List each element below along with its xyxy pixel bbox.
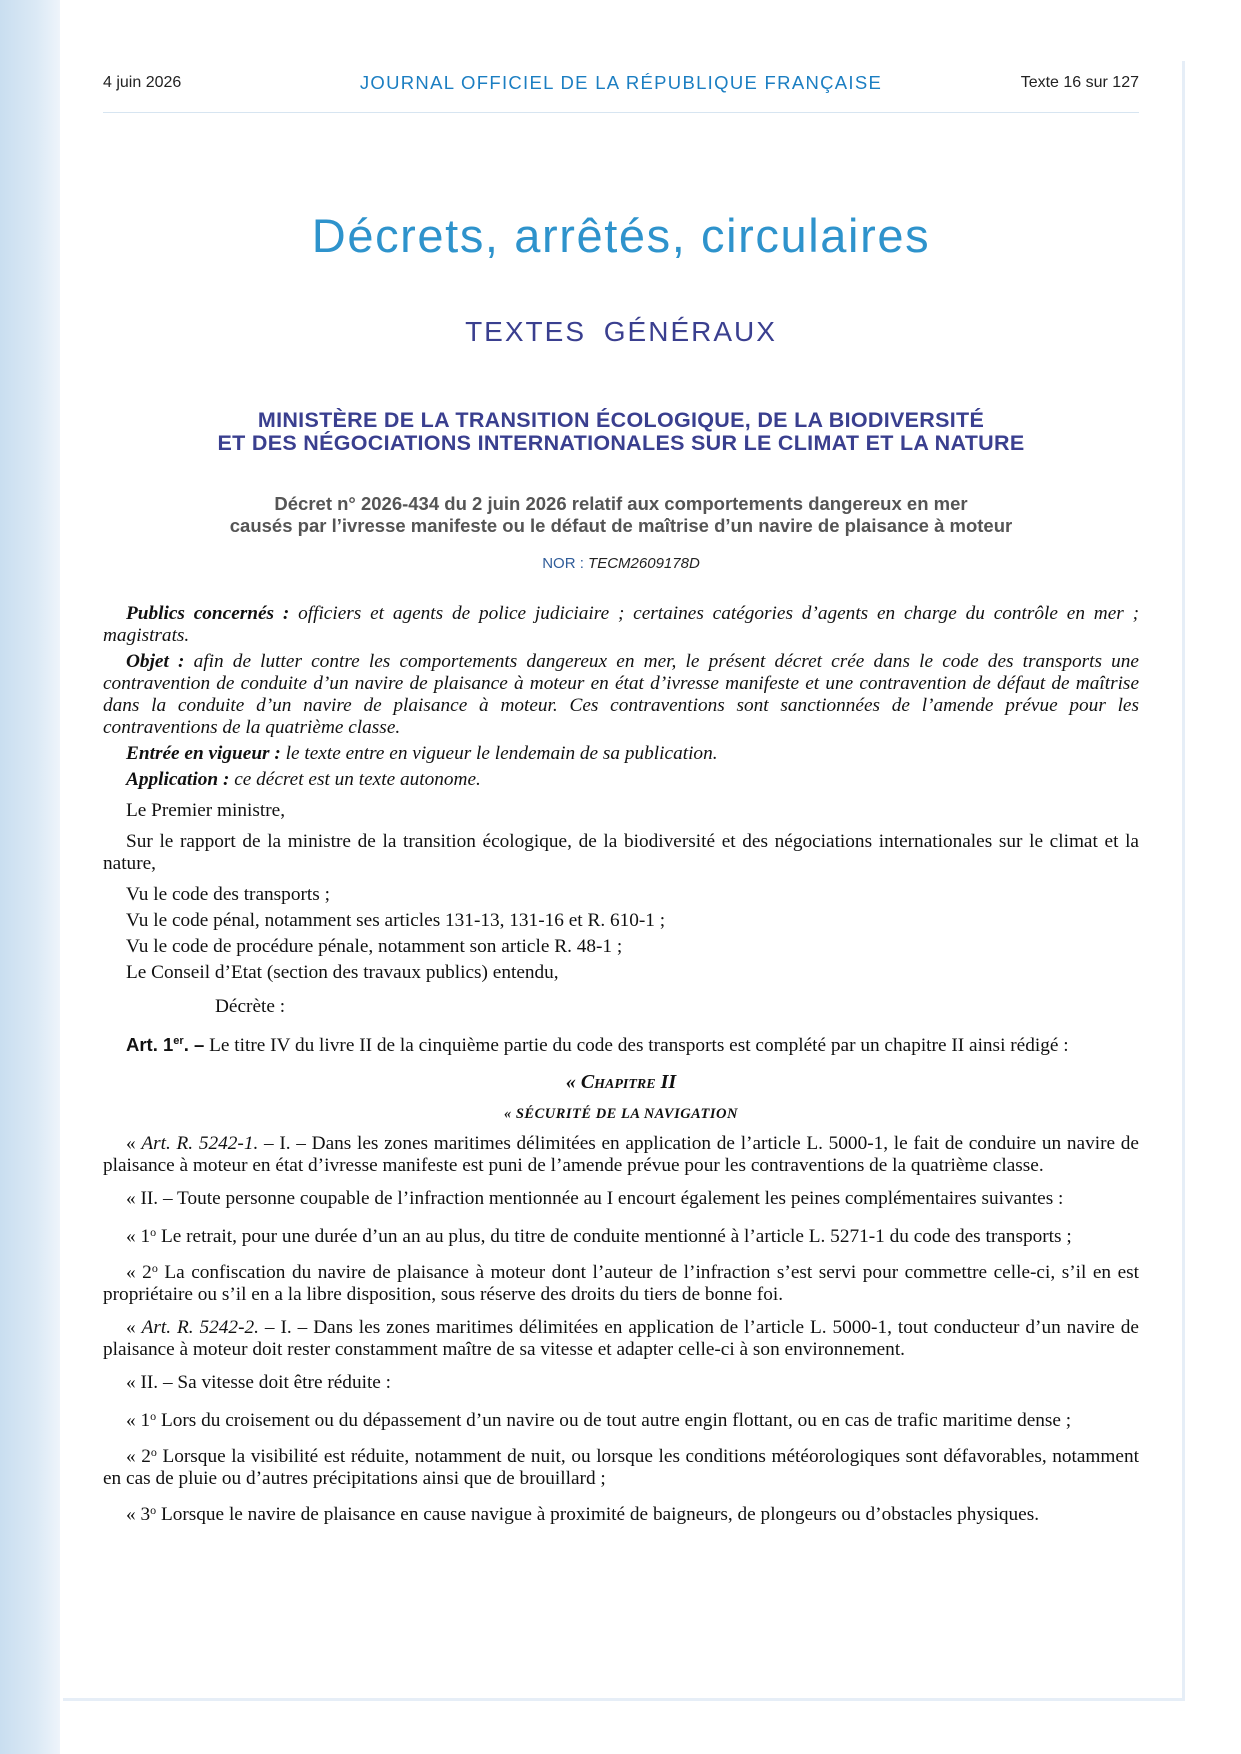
summary-objet bbox=[103, 651, 1139, 739]
preamble-rapport: Sur le rapport de la ministre de la transition écologique, de la biodiversité et des négociations internationales sur le climat et la nature, bbox=[103, 831, 1139, 874]
header-text-number: Texte 16 sur 127 bbox=[1020, 74, 1139, 91]
nor-reference bbox=[60, 555, 1182, 572]
objet-text: afin de lutter contre les comportements dangereux en mer, le présent décret crée dans le code des transports une contravention de conduite d’un navire de plaisance à moteur en état d’ivresse manifeste et une contravention de défaut de maîtrise dans la conduite d’un navire de plaisance à moteur. Ces contraventions sont sanctionnées de l’amende prévue pour les contraventions de la quatrième classe. bbox=[103, 651, 1139, 738]
application-text: ce décret est un texte autonome. bbox=[234, 769, 481, 790]
page-header bbox=[103, 72, 1139, 96]
chapter-heading: « Chapitre II bbox=[565, 1071, 677, 1094]
header-date: 4 juin 2026 bbox=[103, 74, 182, 91]
ministry-heading bbox=[60, 409, 1182, 455]
application-label: Application : bbox=[126, 769, 230, 790]
paragraph-item-1-croisement: « 1$^o$ Lors du croisement ou du dépassement d’un navire ou de tout autre engin flottant, ou en cas de trafic maritime dense ; bbox=[126, 1409, 1072, 1432]
preamble-vu-transports: Vu le code des transports ; bbox=[126, 884, 330, 905]
section-title: Décrets, arrêtés, circulaires bbox=[311, 209, 931, 262]
summary-application bbox=[103, 769, 1139, 791]
preamble-vu-penal: Vu le code pénal, notamment ses articles 131-13, 131-16 et R. 610-1 ; bbox=[126, 910, 666, 931]
paragraph-item-2-confiscation: « 2$^o$ La confiscation du navire de plaisance à moteur dont l’auteur de l’infraction s’est servi pour commettre celle-ci, s’il en est propriétaire ou s’il en a la libre disposition, sous réserve des droits du tiers de bonne foi. bbox=[103, 1261, 1139, 1306]
chapter-subheading: « SÉCURITÉ DE LA NAVIGATION bbox=[503, 1106, 738, 1123]
preamble-conseil: Le Conseil d’Etat (section des travaux publics) entendu, bbox=[126, 962, 559, 983]
header-divider bbox=[103, 112, 1139, 113]
ministry-line-1: MINISTÈRE DE LA TRANSITION ÉCOLOGIQUE, DE LA BIODIVERSITÉ bbox=[257, 408, 985, 432]
entree-label: Entrée en vigueur : bbox=[126, 743, 281, 764]
left-margin-band bbox=[0, 0, 60, 1754]
decrete-line: Décrète : bbox=[215, 996, 286, 1017]
objet-label: Objet : bbox=[126, 651, 185, 672]
paragraph-r5242-2: « Art. R. 5242-2. – I. – Dans les zones maritimes délimitées en application de l’article L. 5000-1, tout conducteur d’un navire de plaisance à moteur doit rester constamment maître de sa vitesse et adapter celle-ci à son environnement. bbox=[103, 1317, 1139, 1361]
subsection-title: TEXTES GÉNÉRAUX bbox=[465, 316, 777, 347]
paragraph-ii-peines: « II. – Toute personne coupable de l’infraction mentionnée au I encourt également les peines complémentaires suivantes : bbox=[126, 1188, 1064, 1210]
article-1-text: Le titre IV du livre II de la cinquième partie du code des transports est complété par un chapitre II ainsi rédigé : bbox=[209, 1035, 1069, 1057]
summary-entree bbox=[103, 743, 1139, 765]
paragraph-item-3-baigneurs: « 3$^o$ Lorsque le navire de plaisance en cause navigue à proximité de baigneurs, de plongeurs ou d’obstacles physiques. bbox=[126, 1503, 1040, 1526]
paragraph-item-1-retrait: « 1$^o$ Le retrait, pour une durée d’un an au plus, du titre de conduite mentionné à l’article L. 5271-1 du code des transports ; bbox=[126, 1225, 1072, 1248]
nor-code: TECM2609178D bbox=[588, 555, 700, 572]
summary-publics bbox=[103, 603, 1139, 647]
article-ref-r5242-2: Art. R. 5242-2. bbox=[141, 1317, 259, 1339]
publics-label: Publics concernés : bbox=[126, 603, 290, 624]
chapter-word: Chapitre II bbox=[580, 1071, 677, 1094]
article-1 bbox=[103, 1030, 1139, 1057]
decree-body bbox=[103, 603, 1139, 1530]
decree-title bbox=[60, 493, 1182, 537]
publics-text: officiers et agents de police judiciaire ; certaines catégories d’agents en charge du contrôle en mer ; magistrats. bbox=[103, 603, 1139, 646]
article-ref-r5242-1: Art. R. 5242-1. bbox=[141, 1133, 259, 1155]
securite-text: SÉCURITÉ DE LA NAVIGATION bbox=[515, 1106, 738, 1123]
entree-text: le texte entre en vigueur le lendemain de sa publication. bbox=[285, 743, 718, 764]
paragraph-ii-vitesse: « II. – Sa vitesse doit être réduite : bbox=[126, 1372, 392, 1394]
paragraph-r5242-1: « Art. R. 5242-1. – I. – Dans les zones maritimes délimitées en application de l’article L. 5000-1, le fait de conduire un navire de plaisance à moteur en état d’ivresse manifeste est puni de l’amende prévue pour les contraventions de la quatrième classe. bbox=[103, 1133, 1139, 1177]
ministry-line-2: ET DES NÉGOCIATIONS INTERNATIONALES SUR LE CLIMAT ET LA NATURE bbox=[217, 431, 1025, 455]
header-journal-title: JOURNAL OFFICIEL DE LA RÉPUBLIQUE FRANÇAISE bbox=[359, 72, 883, 93]
preamble-premier-ministre: Le Premier ministre, bbox=[126, 800, 286, 821]
article-1-label: Art. 1er. – bbox=[126, 1034, 205, 1056]
decree-title-line-2: causés par l’ivresse manifeste ou le défaut de maîtrise d’un navire de plaisance à moteur bbox=[229, 515, 1013, 536]
preamble-vu-procedure: Vu le code de procédure pénale, notamment son article R. 48-1 ; bbox=[126, 936, 623, 957]
nor-label: NOR : bbox=[542, 555, 584, 572]
decree-title-line-1: Décret n° 2026-434 du 2 juin 2026 relatif aux comportements dangereux en mer bbox=[274, 493, 968, 514]
paragraph-item-2-visibilite: « 2$^o$ Lorsque la visibilité est réduite, notamment de nuit, ou lorsque les conditions météorologiques sont défavorables, notamment en cas de pluie ou d’autres précipitations ainsi que de brouillard ; bbox=[103, 1445, 1139, 1490]
